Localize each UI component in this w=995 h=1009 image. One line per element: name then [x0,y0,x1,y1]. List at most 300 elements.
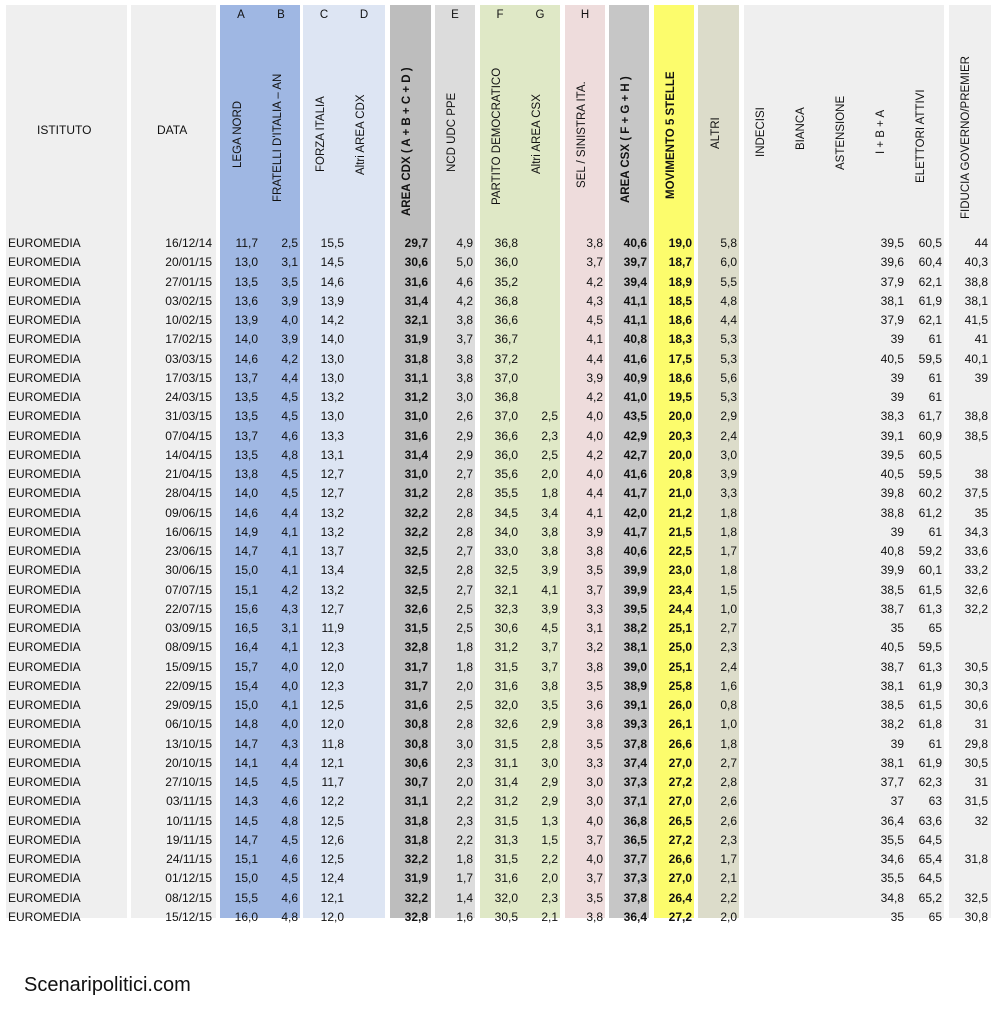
cell-fratelli-italia: 4,5 [281,467,298,481]
cell-iba: 40,5 [880,351,904,366]
cell-istituto: EUROMEDIA [8,505,81,520]
cell-m5s: 18,6 [668,370,692,385]
cell-fiducia: 41 [974,332,988,347]
cell-iba: 39,6 [880,255,904,270]
cell-forza-italia: 13,0 [320,370,344,385]
cell-lega-nord: 14,1 [234,755,258,770]
cell-istituto: EUROMEDIA [8,621,81,635]
cell-bianca [786,427,822,446]
cell-fratelli-italia: 4,0 [281,717,298,732]
cell-altri-csx [520,253,558,272]
cell-altri-csx: 3,4 [541,505,558,520]
cell-lega-nord: 14,7 [234,736,258,751]
cell-forza-italia: 15,5 [320,236,344,250]
cell-m5s: 27,0 [668,755,692,770]
cell-bianca [786,388,822,407]
cell-pd: 35,6 [494,467,518,481]
cell-area-csx: 37,8 [623,890,647,905]
cell-indecisi [746,696,782,715]
cell-indecisi [746,773,782,792]
header-ncd-udc-ppe: NCD UDC PPE [446,92,458,172]
cell-area-cdx: 32,2 [404,505,428,520]
cell-indecisi [746,523,782,542]
cell-data: 15/12/15 [165,909,212,924]
cell-m5s: 20,0 [668,447,692,462]
cell-sel: 3,8 [586,236,603,250]
cell-fiducia: 30,3 [964,678,988,693]
cell-bianca [786,696,822,715]
cell-area-cdx: 31,5 [404,621,428,635]
cell-astensione [826,292,862,311]
cell-istituto: EUROMEDIA [8,736,81,751]
cell-fiducia: 41,5 [964,313,988,327]
cell-fiducia [949,831,988,850]
cell-astensione [826,311,862,330]
cell-m5s: 26,6 [668,852,692,866]
letter-d: D [359,9,369,21]
cell-iba: 35 [890,909,904,924]
header-altri: ALTRI [710,117,722,149]
cell-sel: 4,0 [586,852,603,866]
cell-m5s: 18,5 [668,293,692,308]
cell-ncd: 1,8 [456,659,473,674]
cell-ncd: 2,8 [456,505,473,520]
cell-data: 10/11/15 [166,813,212,828]
cell-altri-csx: 1,8 [541,486,558,501]
cell-altri-csx: 2,3 [541,428,558,443]
cell-elettori: 59,2 [918,544,942,558]
cell-astensione [826,407,862,426]
cell-indecisi [746,446,782,465]
cell-m5s: 26,0 [668,698,692,712]
cell-area-cdx: 32,5 [404,563,428,578]
cell-data: 27/01/15 [165,274,212,289]
cell-area-csx: 40,6 [623,544,647,558]
cell-elettori: 64,5 [918,832,942,847]
cell-fiducia: 40,3 [964,255,988,270]
cell-ncd: 2,8 [456,563,473,578]
cell-iba: 39 [890,390,904,404]
cell-ncd: 3,0 [456,736,473,751]
cell-sel: 3,9 [586,370,603,385]
cell-pd: 36,6 [494,428,518,443]
cell-elettori: 61 [928,524,942,539]
cell-indecisi [746,638,782,657]
cell-elettori: 60,5 [918,236,942,250]
cell-area-cdx: 31,4 [404,293,428,308]
cell-fratelli-italia: 4,0 [281,659,298,674]
cell-fiducia: 32,6 [964,582,988,597]
cell-data: 28/04/15 [165,486,212,501]
cell-m5s: 21,2 [668,505,692,520]
cell-bianca [786,715,822,734]
cell-iba: 38,2 [880,717,904,732]
cell-ncd: 1,6 [456,909,473,924]
cell-fratelli-italia: 4,3 [281,601,298,616]
cell-area-cdx: 31,1 [404,794,428,809]
cell-area-csx: 40,6 [623,236,647,250]
cell-data: 17/03/15 [165,370,212,385]
cell-iba: 38,1 [880,755,904,770]
cell-altri-csx: 2,3 [541,890,558,905]
cell-indecisi [746,234,782,253]
cell-fratelli-italia: 4,8 [281,813,298,828]
cell-area-csx: 38,9 [623,678,647,693]
cell-data: 10/02/15 [165,313,212,327]
cell-pd: 31,2 [494,794,518,809]
cell-lega-nord: 14,7 [234,544,258,558]
cell-bianca [786,504,822,523]
cell-bianca [786,812,822,831]
cell-fiducia: 38,8 [964,274,988,289]
cell-area-csx: 42,7 [623,447,647,462]
cell-elettori: 62,3 [918,775,942,789]
cell-altri-csx: 3,8 [541,678,558,693]
cell-altri-cdx [348,311,384,330]
cell-altri: 2,7 [720,755,737,770]
cell-area-csx: 41,1 [623,313,647,327]
cell-lega-nord: 14,7 [234,832,258,847]
cell-area-cdx: 31,2 [404,486,428,501]
cell-fiducia: 33,2 [964,563,988,578]
cell-area-csx: 37,1 [623,794,647,809]
cell-altri: 2,6 [720,813,737,828]
cell-fratelli-italia: 3,1 [281,621,298,635]
cell-elettori: 61 [928,332,942,347]
cell-forza-italia: 13,9 [320,293,344,308]
cell-iba: 38,5 [880,582,904,597]
cell-altri-cdx [348,446,384,465]
cell-fiducia: 30,5 [964,659,988,674]
header-partito-democratico: PARTITO DEMOCRATICO [491,67,503,205]
cell-data: 08/09/15 [165,640,212,655]
cell-lega-nord: 14,6 [234,351,258,366]
cell-altri: 3,0 [720,447,737,462]
cell-forza-italia: 12,5 [320,813,344,828]
cell-bianca [786,754,822,773]
cell-astensione [826,850,862,869]
cell-m5s: 19,0 [668,236,692,250]
cell-area-csx: 41,6 [623,351,647,366]
cell-iba: 35,5 [880,871,904,886]
cell-elettori: 60,5 [918,447,942,462]
cell-area-csx: 40,8 [623,332,647,347]
cell-fratelli-italia: 4,6 [281,890,298,905]
cell-iba: 37,9 [880,274,904,289]
cell-elettori: 65,2 [918,890,942,905]
header-data: DATA [157,123,188,137]
cell-astensione [826,889,862,908]
cell-data: 13/10/15 [165,736,212,751]
cell-bianca [786,889,822,908]
cell-altri: 2,2 [720,890,737,905]
cell-altri-cdx [348,715,384,734]
cell-fiducia: 33,6 [964,544,988,558]
cell-data: 22/09/15 [165,678,212,693]
cell-forza-italia: 13,2 [320,505,344,520]
cell-sel: 4,3 [586,293,603,308]
cell-elettori: 63 [928,794,942,809]
cell-m5s: 27,0 [668,794,692,809]
cell-lega-nord: 13,5 [234,274,258,289]
cell-fiducia: 30,6 [964,698,988,712]
cell-fratelli-italia: 4,1 [281,698,298,712]
cell-area-cdx: 30,6 [404,755,428,770]
cell-m5s: 20,8 [668,467,692,481]
cell-m5s: 23,4 [668,582,692,597]
cell-fratelli-italia: 4,1 [281,524,298,539]
cell-data: 15/09/15 [165,659,212,674]
cell-altri-csx: 2,5 [541,447,558,462]
cell-data: 16/12/14 [165,236,212,250]
cell-forza-italia: 14,6 [320,274,344,289]
cell-elettori: 61 [928,390,942,404]
cell-altri: 2,4 [720,428,737,443]
cell-altri: 1,0 [720,717,737,732]
cell-fiducia: 31 [974,775,988,789]
cell-fratelli-italia: 4,2 [281,582,298,597]
cell-forza-italia: 13,0 [320,409,344,424]
cell-altri-csx [520,234,558,253]
cell-altri: 4,8 [720,293,737,308]
cell-lega-nord: 15,4 [234,678,258,693]
cell-forza-italia: 13,0 [320,351,344,366]
cell-iba: 38,7 [880,659,904,674]
cell-m5s: 18,6 [668,313,692,327]
cell-m5s: 27,2 [668,909,692,924]
cell-istituto: EUROMEDIA [8,678,81,693]
cell-forza-italia: 12,0 [320,717,344,732]
cell-forza-italia: 12,1 [320,890,344,905]
cell-m5s: 21,5 [668,524,692,539]
cell-sel: 4,0 [586,467,603,481]
cell-fratelli-italia: 4,8 [281,909,298,924]
cell-fiducia: 29,8 [964,736,988,751]
cell-area-csx: 36,4 [623,909,647,924]
cell-pd: 34,0 [494,524,518,539]
cell-altri-csx: 4,5 [541,621,558,635]
cell-lega-nord: 14,8 [234,717,258,732]
cell-area-cdx: 32,6 [404,601,428,616]
cell-forza-italia: 13,4 [320,563,344,578]
cell-pd: 31,4 [494,775,518,789]
letter-g: G [535,9,545,21]
cell-istituto: EUROMEDIA [8,274,81,289]
cell-sel: 3,5 [586,890,603,905]
cell-istituto: EUROMEDIA [8,640,81,655]
cell-sel: 3,7 [586,255,603,270]
cell-pd: 31,2 [494,640,518,655]
cell-indecisi [746,542,782,561]
cell-fiducia: 44 [974,236,988,250]
cell-m5s: 20,3 [668,428,692,443]
letter-c: C [319,9,329,21]
cell-bianca [786,369,822,388]
cell-indecisi [746,561,782,580]
cell-area-cdx: 31,7 [404,659,428,674]
cell-altri: 5,3 [720,332,737,347]
letter-a: A [237,9,245,21]
cell-sel: 4,1 [586,505,603,520]
cell-indecisi [746,253,782,272]
cell-fratelli-italia: 4,1 [281,563,298,578]
cell-elettori: 61,9 [918,293,942,308]
cell-altri-csx: 3,8 [541,544,558,558]
cell-fiducia [949,638,988,657]
cell-fratelli-italia: 4,5 [281,775,298,789]
cell-istituto: EUROMEDIA [8,370,81,385]
cell-altri-csx: 2,9 [541,794,558,809]
cell-sel: 3,8 [586,909,603,924]
cell-ncd: 2,8 [456,524,473,539]
cell-fiducia: 32,5 [964,890,988,905]
cell-fratelli-italia: 3,1 [281,255,298,270]
cell-forza-italia: 14,5 [320,255,344,270]
cell-lega-nord: 14,9 [234,524,258,539]
cell-sel: 3,6 [586,698,603,712]
cell-altri-csx: 4,1 [541,582,558,597]
cell-area-csx: 36,8 [623,813,647,828]
cell-istituto: EUROMEDIA [8,755,81,770]
cell-indecisi [746,889,782,908]
header-area-cdx: AREA CDX ( A + B + C + D ) [401,67,413,216]
cell-ncd: 5,0 [456,255,473,270]
cell-iba: 39,5 [880,447,904,462]
cell-altri-csx [520,388,558,407]
cell-forza-italia: 14,2 [320,313,344,327]
cell-lega-nord: 11,7 [235,236,258,250]
cell-altri: 1,7 [720,544,737,558]
cell-altri: 5,6 [720,370,737,385]
cell-indecisi [746,658,782,677]
cell-area-csx: 41,7 [623,524,647,539]
cell-sel: 3,9 [586,524,603,539]
cell-istituto: EUROMEDIA [8,852,81,866]
cell-altri: 2,7 [720,621,737,635]
cell-pd: 30,6 [494,621,518,635]
cell-indecisi [746,581,782,600]
cell-ncd: 2,7 [456,544,473,558]
letter-f: F [496,9,504,21]
cell-elettori: 62,1 [918,313,942,327]
cell-m5s: 26,4 [668,890,692,905]
cell-iba: 39,9 [880,563,904,578]
cell-astensione [826,696,862,715]
cell-ncd: 2,9 [456,447,473,462]
cell-pd: 36,0 [494,255,518,270]
cell-elettori: 61,3 [918,659,942,674]
cell-pd: 31,6 [494,678,518,693]
header-forza-italia: FORZA ITALIA [315,96,327,172]
cell-pd: 32,0 [494,698,518,712]
cell-indecisi [746,792,782,811]
cell-area-cdx: 31,6 [404,274,428,289]
cell-istituto: EUROMEDIA [8,832,81,847]
cell-indecisi [746,484,782,503]
cell-bianca [786,465,822,484]
cell-area-csx: 41,6 [623,467,647,481]
cell-forza-italia: 12,6 [320,832,344,847]
cell-iba: 38,5 [880,698,904,712]
cell-sel: 4,4 [586,486,603,501]
cell-forza-italia: 13,1 [320,447,344,462]
cell-astensione [826,831,862,850]
cell-altri-csx [520,330,558,349]
cell-altri: 2,1 [720,871,737,886]
cell-iba: 39,8 [880,486,904,501]
cell-area-cdx: 32,5 [404,582,428,597]
cell-forza-italia: 13,3 [320,428,344,443]
cell-altri-csx [520,350,558,369]
cell-istituto: EUROMEDIA [8,544,81,558]
cell-istituto: EUROMEDIA [8,601,81,616]
cell-altri-cdx [348,484,384,503]
cell-istituto: EUROMEDIA [8,486,81,501]
cell-fiducia [949,869,988,888]
cell-fiducia: 32 [974,813,988,828]
cell-lega-nord: 13,5 [234,409,258,424]
cell-fiducia: 38,8 [964,409,988,424]
cell-data: 06/10/15 [165,717,212,732]
cell-ncd: 2,6 [456,409,473,424]
cell-m5s: 25,1 [668,659,692,674]
cell-area-cdx: 31,9 [404,871,428,886]
cell-area-cdx: 31,8 [404,813,428,828]
cell-iba: 38,1 [880,293,904,308]
cell-ncd: 3,7 [456,332,473,347]
cell-bianca [786,542,822,561]
cell-altri-cdx [348,350,384,369]
cell-fratelli-italia: 4,5 [281,486,298,501]
cell-m5s: 17,5 [668,351,692,366]
cell-iba: 35 [890,621,904,635]
cell-altri-cdx [348,773,384,792]
cell-m5s: 26,5 [668,813,692,828]
cell-istituto: EUROMEDIA [8,293,81,308]
cell-altri-cdx [348,581,384,600]
cell-forza-italia: 12,5 [320,852,344,866]
cell-lega-nord: 13,6 [234,293,258,308]
cell-fiducia: 31 [974,717,988,732]
cell-altri: 4,4 [720,313,737,327]
cell-m5s: 27,2 [668,832,692,847]
cell-fratelli-italia: 4,5 [281,409,298,424]
cell-indecisi [746,812,782,831]
cell-istituto: EUROMEDIA [8,582,81,597]
cell-data: 03/03/15 [165,351,212,366]
cell-bianca [786,350,822,369]
cell-pd: 36,7 [494,332,518,347]
cell-fratelli-italia: 4,5 [281,390,298,404]
cell-area-cdx: 30,8 [404,736,428,751]
cell-forza-italia: 13,2 [320,390,344,404]
cell-fiducia [949,446,988,465]
cell-pd: 34,5 [494,505,518,520]
cell-altri: 2,3 [720,832,737,847]
cell-lega-nord: 16,0 [234,909,258,924]
cell-altri-cdx [348,369,384,388]
cell-sel: 3,0 [586,794,603,809]
cell-altri-csx: 3,8 [541,524,558,539]
cell-iba: 38,1 [880,678,904,693]
cell-altri-cdx [348,561,384,580]
cell-bianca [786,446,822,465]
cell-data: 23/06/15 [165,544,212,558]
cell-area-csx: 40,9 [623,370,647,385]
cell-elettori: 61,2 [918,505,942,520]
cell-altri-cdx [348,600,384,619]
cell-altri-csx: 2,0 [541,467,558,481]
